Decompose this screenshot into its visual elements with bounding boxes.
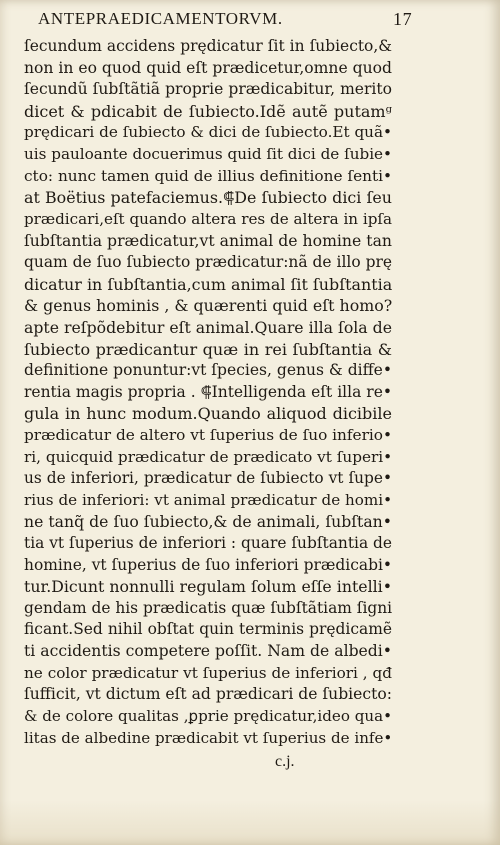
text-line: cto: nunc tamen quid de illius definitione ſenti• <box>24 166 392 185</box>
signature-mark: c.j. <box>275 753 295 770</box>
text-line: ficant.Sed nihil obſtat quin terminis prędicamẽ <box>24 620 392 639</box>
text-line: at Boëtius patefaciemus.⸿De ſubiecto dici ſeu <box>24 188 392 208</box>
text-line: gula in hunc modum.Quando aliquod dicibile <box>24 404 392 424</box>
text-line: rius de inferiori: vt animal prædicatur de homi• <box>24 490 392 509</box>
running-head <box>38 7 458 31</box>
text-line: ſubſtantia prædicatur,vt animal de homine tan <box>24 231 392 251</box>
text-line: prædicari,eſt quando altera res de altera in ipſa <box>24 209 392 228</box>
text-line: ne color prædicatur vt ſuperius de inferiori , qđ <box>24 663 392 682</box>
text-line: dicatur in ſubſtantia,cum animal ſit ſubſtantia <box>24 274 393 294</box>
text-line: prędicari de ſubiecto & dici de ſubiecto.Et quã• <box>24 123 392 142</box>
text-line: apte reſpõdebitur eſt animal.Quare illa ſola de <box>24 317 392 337</box>
text-line: ne tanq̃ de ſuo ſubiecto,& de animali, ſubſtan• <box>24 512 392 532</box>
text-line: rentia magis propria . ⸿Intelligenda eſt illa re• <box>24 382 392 401</box>
text-line: ri, quicquid prædicatur de prædicato vt ſuperi• <box>24 447 393 466</box>
text-line: tur.Dicunt nonnulli regulam ſolum eſſe intelli• <box>24 577 392 597</box>
text-line: definitione ponuntur:vt ſpecies, genus & diffe• <box>24 361 392 380</box>
text-line: uis pauloante docuerimus quid ſit dici de ſubie• <box>24 145 392 164</box>
text-line: & de colore qualitas ,ꝑprie prędicatur,ideo qua• <box>24 706 392 725</box>
text-line: ti accidentis competere poſſit. Nam de albedi• <box>24 642 392 661</box>
page-bottom-margin <box>0 800 500 845</box>
text-line: & genus hominis , & quærenti quid eſt homo? <box>24 296 393 316</box>
body-text <box>24 36 392 749</box>
text-line: dicet & pdicabit de ſubiecto.Idẽ autẽ putamᵍ <box>24 101 392 121</box>
text-line: ſecundum accidens prędicatur ſit in ſubiecto,& <box>24 37 392 55</box>
text-line: ſecundũ ſubſtãtiã proprie prædicabitur, merito <box>24 80 392 99</box>
running-head-title: ANTEPRAEDICAMENTORVM. <box>38 9 283 28</box>
text-line: homine, vt ſuperius de ſuo inferiori prædicabi• <box>24 555 393 574</box>
text-line: non in eo quod quid eſt prædicetur,omne quod <box>24 58 392 77</box>
text-line: prædicatur de altero vt ſuperius de ſuo inferio• <box>24 425 392 444</box>
text-line: us de inferiori, prædicatur de ſubiecto vt ſupe• <box>24 469 392 488</box>
text-line: ſufficit, vt dictum eſt ad prædicari de ſubiecto: <box>24 685 392 704</box>
text-line: litas de albedine prædicabit vt ſuperius de infe• <box>24 728 393 747</box>
text-line: tia vt ſuperius de inferiori : quare ſubſtantia de <box>24 534 393 553</box>
text-line: gendam de his prædicatis quæ ſubſtãtiam ſigni <box>24 598 393 617</box>
text-line: quam de ſuo ſubiecto prædicatur:nã de illo prę <box>24 253 392 272</box>
page-number: 17 <box>393 9 413 29</box>
text-line: ſubiecto prædicantur quæ in rei ſubſtantia & <box>24 339 392 359</box>
